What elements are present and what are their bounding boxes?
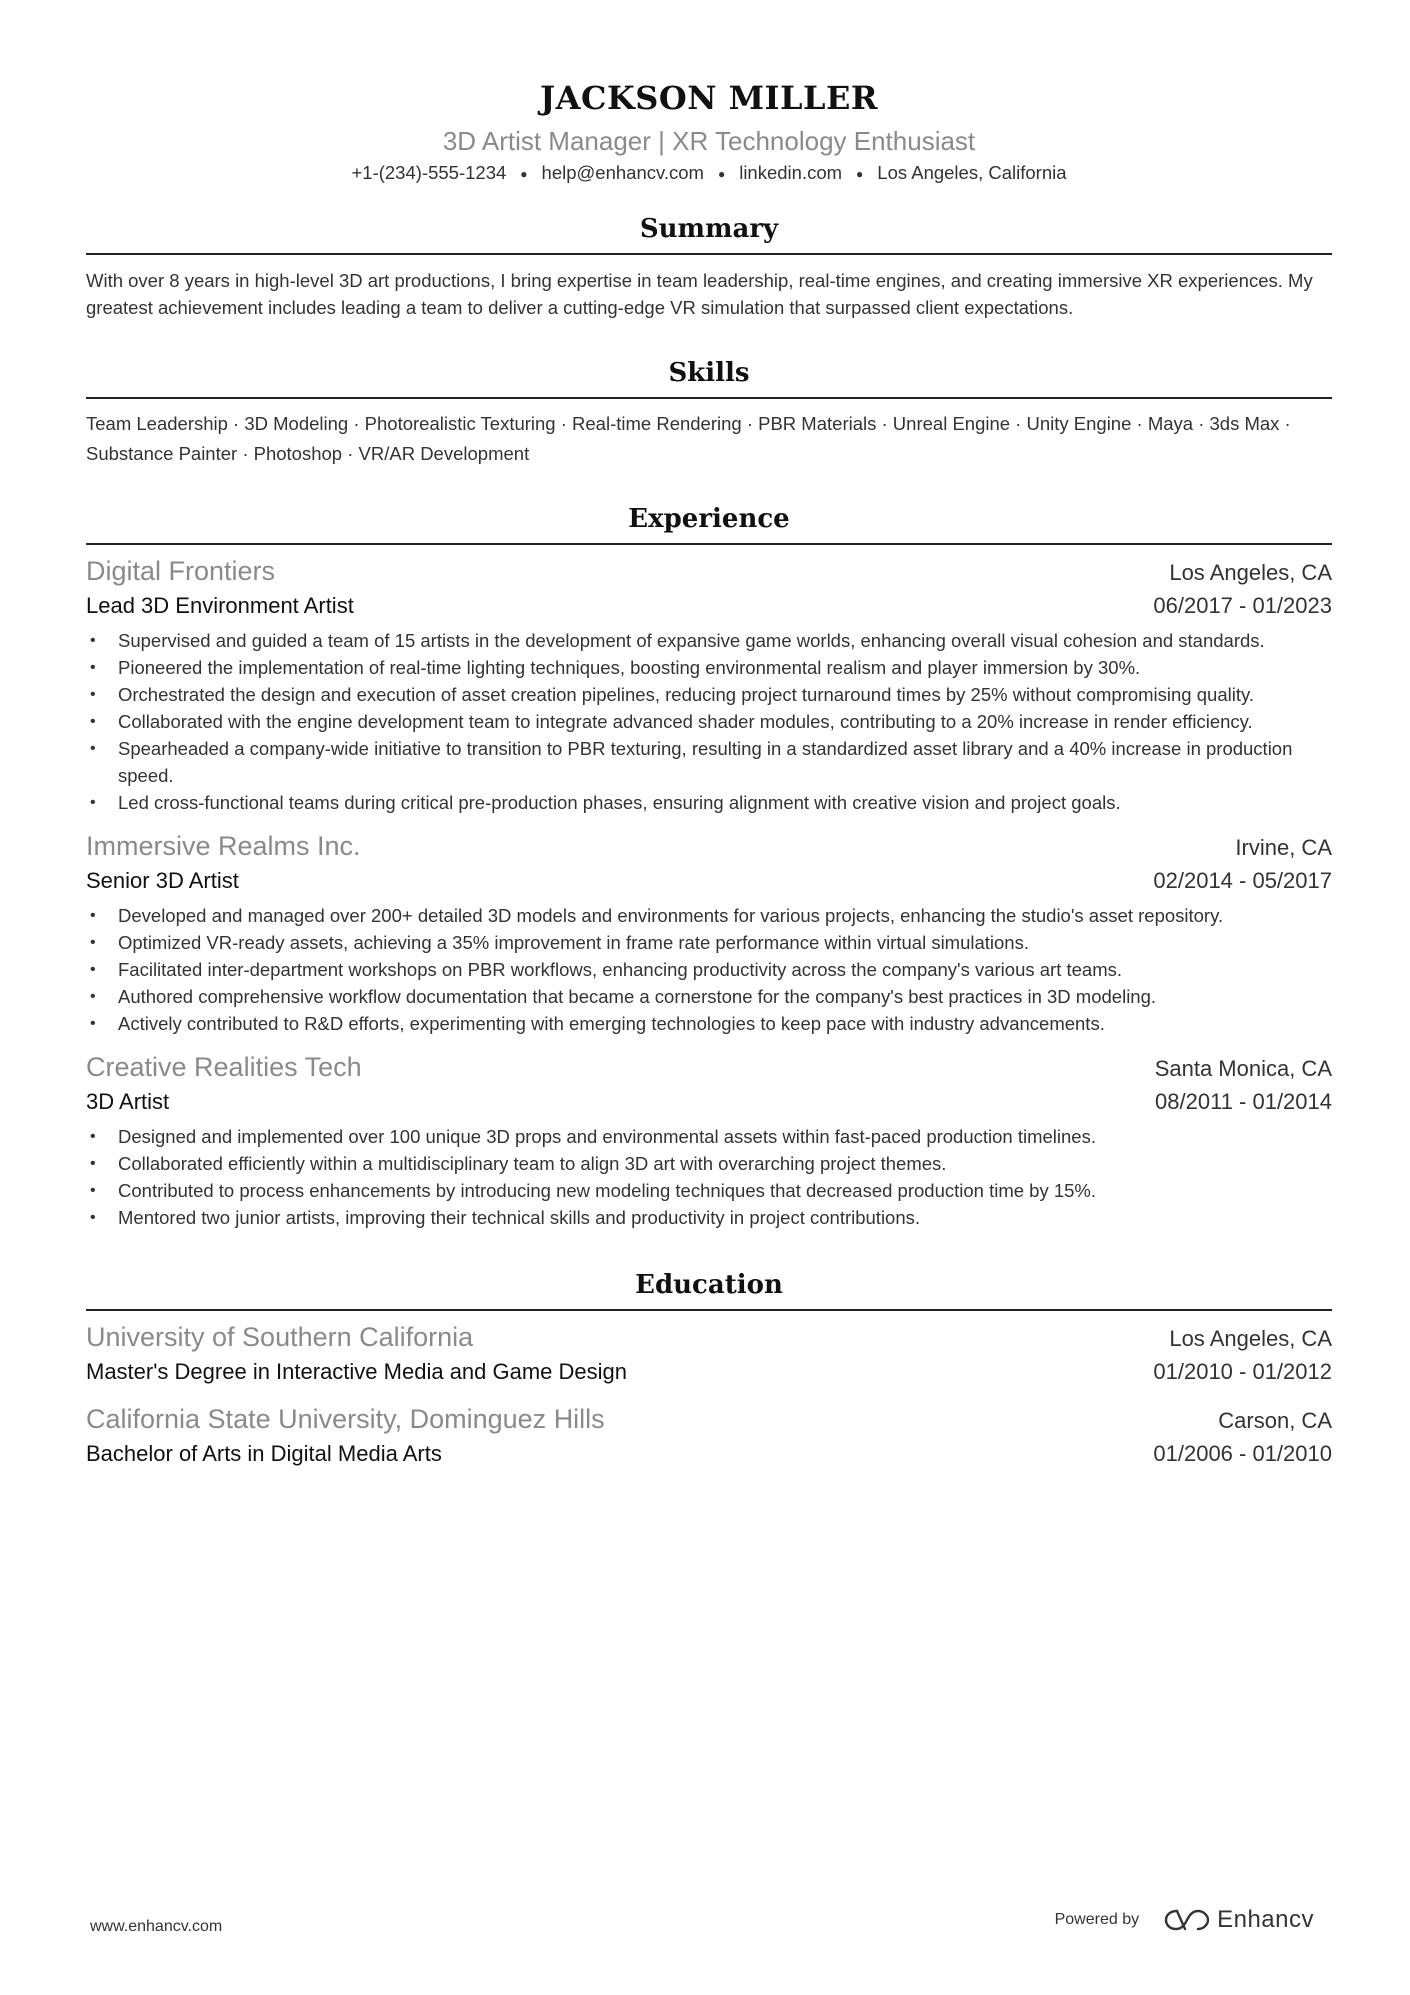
- bullet-item: • Contributed to process enhancements by introducing new modeling techniques that decreased production time by 15%.: [86, 1177, 1332, 1204]
- enhancv-logo-icon: [1163, 1907, 1211, 1933]
- skills-list: Team Leadership · 3D Modeling · Photorealistic Texturing · Real-time Rendering · PBR Materials · Unreal Engine · Unity Engine · Maya · 3ds Max · Substance Painter · Photoshop · VR/AR Development: [86, 413, 1291, 465]
- section-divider: [86, 1309, 1332, 1311]
- experience-entry: [86, 553, 1332, 816]
- job-title: 3D Artist: [86, 1089, 170, 1115]
- company-name: Digital Frontiers: [86, 556, 276, 587]
- summary-text: With over 8 years in high-level 3D art productions, I bring expertise in team leadership, real-time engines, and creating immersive XR experiences. My greatest achievement includes leading a team to deliver a cutting-edge VR simulation that surpassed client expectations.: [86, 270, 1313, 319]
- bullet-item: • Designed and implemented over 100 unique 3D props and environmental assets within fast-paced production timelines.: [86, 1123, 1332, 1150]
- education-entry: [86, 1401, 1332, 1471]
- bullet-item: • Spearheaded a company-wide initiative to transition to PBR texturing, resulting in a standardized asset library and a 40% increase in production speed.: [86, 735, 1332, 789]
- job-bullets: [86, 1123, 1332, 1231]
- job-dates: 08/2011 - 01/2014: [1155, 1089, 1332, 1115]
- contact-phone: +1-(234)-555-1234: [351, 162, 507, 183]
- school-name: California State University, Dominguez Hills: [86, 1404, 605, 1435]
- contact-location: Los Angeles, California: [877, 162, 1067, 183]
- job-location: Irvine, CA: [1235, 835, 1332, 861]
- footer-branding: [1055, 1906, 1314, 1934]
- skills-section: [86, 355, 1332, 469]
- powered-by-label: Powered by: [1054, 1911, 1140, 1928]
- separator-dot: ●: [520, 167, 528, 182]
- candidate-title: 3D Artist Manager | XR Technology Enthusiast: [442, 126, 976, 156]
- section-divider: [86, 397, 1332, 399]
- summary-heading: Summary: [639, 214, 779, 245]
- bullet-item: • Pioneered the implementation of real-time lighting techniques, boosting environmental realism and player immersion by 30%.: [86, 654, 1332, 681]
- school-name: University of Southern California: [86, 1322, 474, 1353]
- skills-heading: Skills: [668, 358, 750, 389]
- job-title: Senior 3D Artist: [86, 868, 239, 894]
- bullet-item: • Mentored two junior artists, improving their technical skills and productivity in project contributions.: [86, 1204, 1332, 1231]
- school-location: Carson, CA: [1218, 1408, 1332, 1434]
- education-entry: [86, 1319, 1332, 1389]
- contact-email: help@enhancv.com: [541, 162, 704, 183]
- job-dates: 02/2014 - 05/2017: [1153, 868, 1332, 894]
- company-name: Creative Realities Tech: [86, 1052, 362, 1083]
- job-bullets: [86, 902, 1332, 1037]
- job-bullets: [86, 627, 1332, 816]
- contact-linkedin: linkedin.com: [739, 162, 843, 183]
- section-divider: [86, 253, 1332, 255]
- resume-header: [86, 74, 1332, 187]
- experience-entry: [86, 1049, 1332, 1231]
- job-dates: 06/2017 - 01/2023: [1153, 593, 1332, 619]
- separator-dot: ●: [717, 167, 726, 182]
- bullet-item: • Collaborated efficiently within a multidisciplinary team to align 3D art with overarching project themes.: [86, 1150, 1332, 1177]
- job-title: Lead 3D Environment Artist: [86, 593, 354, 619]
- education-dates: 01/2006 - 01/2010: [1153, 1441, 1332, 1467]
- education-section: [86, 1267, 1332, 1471]
- degree-name: Bachelor of Arts in Digital Media Arts: [86, 1441, 442, 1467]
- experience-section: [86, 501, 1332, 1231]
- education-dates: 01/2010 - 01/2012: [1153, 1359, 1332, 1385]
- bullet-item: • Supervised and guided a team of 15 artists in the development of expansive game worlds, enhancing overall visual cohesion and standards.: [86, 627, 1332, 654]
- section-divider: [86, 543, 1332, 545]
- bullet-item: • Led cross-functional teams during critical pre-production phases, ensuring alignment with creative vision and project goals.: [86, 789, 1332, 816]
- footer-website-link[interactable]: www.enhancv.com: [90, 1918, 223, 1935]
- job-location: Santa Monica, CA: [1154, 1056, 1332, 1082]
- contact-line: [86, 160, 1332, 187]
- separator-dot: ●: [856, 167, 864, 182]
- bullet-item: • Developed and managed over 200+ detailed 3D models and environments for various projects, enhancing the studio's asset repository.: [86, 902, 1332, 929]
- company-name: Immersive Realms Inc.: [86, 831, 361, 862]
- resume-page: [86, 74, 1332, 1471]
- degree-name: Master's Degree in Interactive Media and Game Design: [86, 1359, 628, 1385]
- bullet-item: • Orchestrated the design and execution of asset creation pipelines, reducing project turnaround times by 25% without compromising quality.: [86, 681, 1332, 708]
- summary-section: [86, 211, 1332, 321]
- school-location: Los Angeles, CA: [1169, 1326, 1332, 1352]
- enhancv-brand-name: Enhancv: [1217, 1906, 1314, 1933]
- bullet-item: • Collaborated with the engine development team to integrate advanced shader modules, contributing to a 20% increase in render efficiency.: [86, 708, 1332, 735]
- bullet-item: • Actively contributed to R&D efforts, experimenting with emerging technologies to keep pace with industry advancements.: [86, 1010, 1332, 1037]
- bullet-item: • Optimized VR-ready assets, achieving a 35% improvement in frame rate performance within virtual simulations.: [86, 929, 1332, 956]
- experience-heading: Experience: [628, 504, 790, 535]
- education-heading: Education: [635, 1270, 783, 1301]
- experience-entry: [86, 828, 1332, 1037]
- enhancv-logo[interactable]: [1163, 1906, 1314, 1934]
- candidate-name: JACKSON MILLER: [540, 79, 878, 117]
- bullet-item: • Authored comprehensive workflow documentation that became a cornerstone for the company's best practices in 3D modeling.: [86, 983, 1332, 1010]
- bullet-item: • Facilitated inter-department workshops on PBR workflows, enhancing productivity across the company's various art teams.: [86, 956, 1332, 983]
- job-location: Los Angeles, CA: [1169, 560, 1332, 586]
